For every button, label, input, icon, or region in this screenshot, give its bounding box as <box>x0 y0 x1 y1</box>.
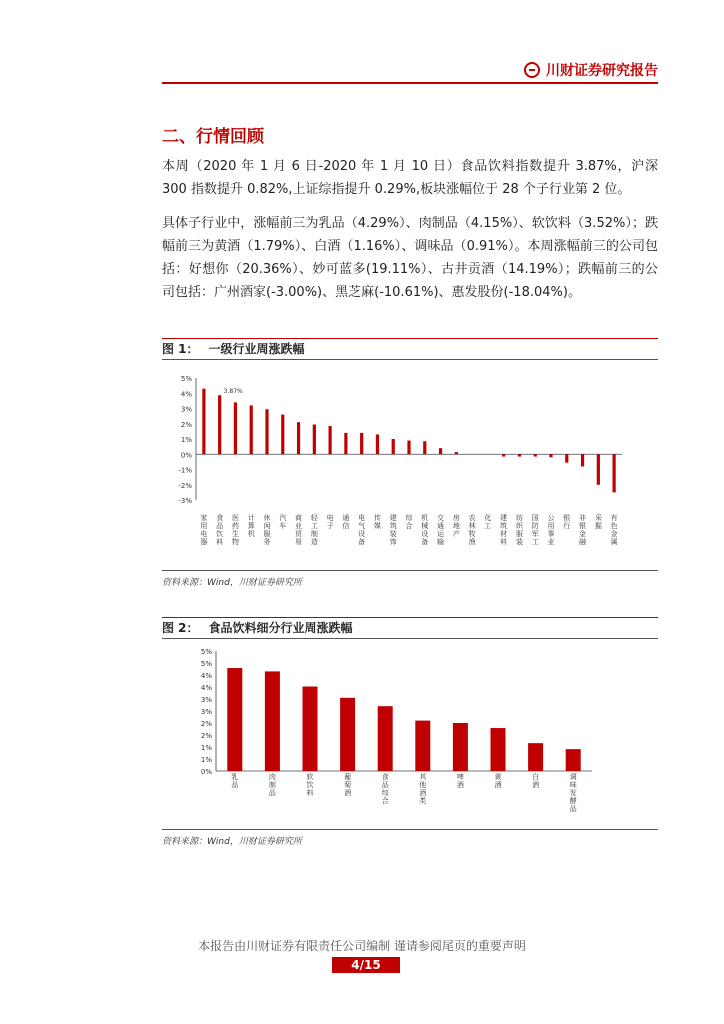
chart2-category-label: 其他酒类 <box>419 773 427 805</box>
chart2-category-label: 肉制品 <box>268 773 276 797</box>
paragraph-2: 具体子行业中，涨幅前三为乳品（4.29%）、肉制品（4.15%）、软饮料（3.52%）；跌幅前三为黄酒（1.79%）、白酒（1.16%）、调味品（0.91%）。本周涨幅前三的公司包括：好想你（20.36%）、妙可蓝多(19.11%）、古井贡酒（14.19%）；跌幅前三的公司包括：广州酒家(-3.00%)、黑芝麻(-10.61%)、惠发股份(-18.04%)。 <box>162 216 658 300</box>
chart1-bar <box>250 405 253 454</box>
chart1-category-label: 商业贸易 <box>295 514 303 546</box>
chart1-bar <box>360 433 363 454</box>
chart1-ytick-label: 2% <box>180 420 192 429</box>
chart2-category-label: 乳品 <box>231 773 239 789</box>
chart1-category-label: 电气设备 <box>358 514 366 546</box>
chart1-category-label: 轻工制造 <box>310 514 318 546</box>
chart1-category-label: 国防军工 <box>531 514 539 546</box>
brand <box>524 60 658 80</box>
chart2-category-label: 食品综合 <box>381 773 389 805</box>
chart1-category-label: 房地产 <box>452 514 460 538</box>
chart1-ytick-label: 0% <box>180 451 192 460</box>
figure1-label: 图 1： <box>162 342 199 356</box>
chart2-ytick-label: 2% <box>200 732 212 740</box>
chart1-category-label: 建筑材料 <box>500 514 508 546</box>
chart2-bar <box>528 743 543 771</box>
paragraph-1: 本周（2020 年 1 月 6 日-2020 年 1 月 10 日）食品饮料指数提升 3.87%，沪深300 指数提升 0.82%,上证综指提升 0.29%,板块涨幅位于 28 个子行业第 2 位。 <box>162 159 658 197</box>
chart2-bar <box>453 723 468 771</box>
chart1-category-label: 休闲服务 <box>263 514 271 546</box>
chart2-bar <box>227 668 242 771</box>
chart2-ytick-label: 5% <box>200 648 212 656</box>
brand-name: 川财证券研究报告 <box>546 63 658 79</box>
figure1-box <box>162 360 658 571</box>
chart1-ytick-label: 1% <box>180 436 192 444</box>
figure2-source: 资料来源：Wind，川财证券研究所 <box>162 837 302 847</box>
chart1-ytick-label: 3% <box>180 405 192 414</box>
chart1-ytick-label: -2% <box>178 481 192 490</box>
chart1-category-label: 公用事业 <box>547 514 555 546</box>
chart1-bar <box>518 454 521 456</box>
figure2-box <box>162 639 658 830</box>
chart1-bar <box>502 454 505 456</box>
chart1-bar <box>376 434 379 454</box>
chart1-category-label: 电子 <box>326 514 334 530</box>
chart2-category-label: 调味发酵品 <box>569 773 577 813</box>
chart1-category-label: 综合 <box>405 514 413 530</box>
figure2-title: 食品饮料细分行业周涨跌幅 <box>208 621 353 635</box>
chart2-bar <box>415 721 430 771</box>
chart2-category-label: 啤酒 <box>456 773 464 789</box>
chart1-bar <box>439 448 442 454</box>
chart1-category-label: 通信 <box>342 514 350 530</box>
chart1-category-label: 食品饮料 <box>216 514 224 546</box>
chart2-ytick-label: 1% <box>200 744 212 752</box>
figure1-source: 资料来源：Wind，川财证券研究所 <box>162 578 302 588</box>
chart2-bar <box>566 749 581 771</box>
chart1-category-label: 计算机 <box>247 514 255 538</box>
footer-disclaimer: 本报告由川财证券有限责任公司编制 谨请参阅尾页的重要声明 <box>198 939 526 953</box>
chart1-bar <box>613 454 616 492</box>
chart2-bar <box>265 671 280 771</box>
chart2-ytick-label: 5% <box>200 660 212 668</box>
chart1-category-label: 纺织服装 <box>515 514 523 546</box>
chart1-bar <box>329 426 332 454</box>
chart1-bar <box>297 422 300 454</box>
chart2-ytick-label: 4% <box>200 672 212 680</box>
chart1-category-label: 有色金属 <box>610 514 618 546</box>
chart1-ytick-label: 5% <box>180 375 192 383</box>
header-rule <box>162 82 658 84</box>
chart1-bar <box>455 452 458 454</box>
chart1-category-label: 家用电器 <box>200 514 208 546</box>
report-header <box>162 58 658 84</box>
chart1-category-label: 银行 <box>563 514 571 530</box>
chart1-category-label: 传媒 <box>373 514 381 530</box>
brand-logo-icon <box>524 62 540 78</box>
chart2-bar <box>378 706 393 771</box>
chart1-bar <box>565 454 568 462</box>
chart1-bar <box>313 425 316 455</box>
chart1-category-label: 化工 <box>484 514 492 530</box>
chart2-ytick-label: 3% <box>200 696 212 704</box>
chart2-category-label: 黄酒 <box>494 773 502 789</box>
chart2-ytick-label: 0% <box>200 768 212 776</box>
chart1-category-label: 采掘 <box>594 514 602 530</box>
chart1-bar <box>218 395 221 454</box>
figure2-header <box>162 617 658 639</box>
chart1-category-label: 医药生物 <box>231 514 239 546</box>
chart2 <box>162 639 658 829</box>
chart1-category-label: 交通运输 <box>437 514 445 546</box>
chart2-category-label: 葡萄酒 <box>344 773 352 797</box>
chart1 <box>162 360 658 570</box>
chart1-bar <box>407 441 410 455</box>
chart2-bar <box>340 698 355 771</box>
chart2-bar <box>491 728 506 771</box>
chart2-ytick-label: 1% <box>200 756 212 764</box>
section-title: 二、行情回顾 <box>162 127 264 147</box>
chart1-bar <box>265 409 268 454</box>
chart1-bar <box>202 389 205 455</box>
chart1-category-label: 非银金融 <box>579 514 587 546</box>
chart1-category-label: 机械设备 <box>421 514 429 546</box>
chart1-bar <box>281 415 284 455</box>
chart2-ytick-label: 2% <box>200 720 212 728</box>
chart1-ytick-label: 4% <box>180 390 192 399</box>
chart1-annotation: 3.87% <box>223 388 243 396</box>
chart2-category-label: 软饮料 <box>306 773 314 797</box>
chart1-bar <box>392 439 395 454</box>
figure1-header <box>162 338 658 360</box>
chart1-ytick-label: -1% <box>178 466 192 475</box>
chart1-ytick-label: -3% <box>178 497 192 505</box>
page-number: 4/15 <box>332 957 400 973</box>
chart1-bar <box>549 454 552 457</box>
figure2-label: 图 2： <box>162 621 199 635</box>
chart2-ytick-label: 4% <box>200 684 212 692</box>
chart1-bar <box>581 454 584 466</box>
chart1-bar <box>534 454 537 456</box>
chart1-category-label: 农林牧渔 <box>468 514 476 546</box>
figure1-title: 一级行业周涨跌幅 <box>208 342 305 356</box>
chart1-bar <box>423 441 426 454</box>
chart2-category-label: 白酒 <box>532 773 540 789</box>
chart2-ytick-label: 3% <box>200 708 212 716</box>
chart1-category-label: 建筑装饰 <box>389 514 397 546</box>
chart1-category-label: 汽车 <box>279 514 287 530</box>
chart1-bar <box>344 433 347 454</box>
chart1-bar <box>234 402 237 454</box>
chart2-bar <box>303 687 318 771</box>
chart1-bar <box>597 454 600 485</box>
